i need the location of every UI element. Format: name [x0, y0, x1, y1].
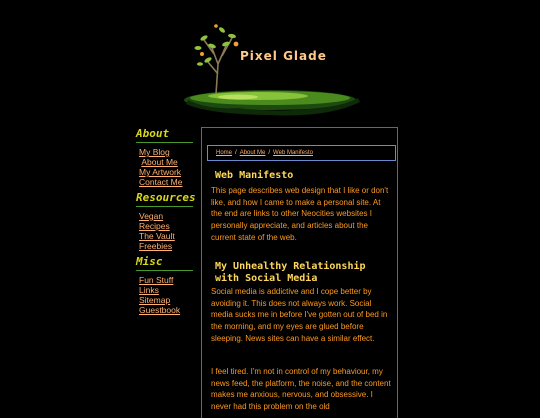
- tree-logo-icon[interactable]: [178, 18, 368, 118]
- sidebar-heading-resources: Resources: [136, 191, 193, 207]
- sidebar-item-contact-me[interactable]: Contact Me: [139, 177, 183, 187]
- sidebar-list-resources: [139, 211, 196, 251]
- sidebar-item-freebies[interactable]: Freebies: [139, 241, 173, 251]
- sidebar-group-about: [136, 127, 196, 187]
- sidebar-item-my-blog[interactable]: My Blog: [139, 147, 170, 157]
- sidebar-group-misc: [136, 255, 196, 315]
- sidebar-item-links[interactable]: Links: [139, 285, 159, 295]
- sidebar-list-about: [139, 147, 196, 187]
- section-paragraph-2: I feel tired. I'm not in control of my behaviour, my news feed, the platform, the noise, and the content makes me anxious, nervous, and obsessive. I never had this problem on the old: [211, 367, 391, 412]
- sidebar-list-misc: [139, 275, 196, 315]
- breadcrumb-home[interactable]: Home: [216, 150, 233, 156]
- breadcrumb-web-manifesto[interactable]: Web Manifesto: [273, 150, 313, 156]
- sidebar-nav: [136, 127, 196, 319]
- breadcrumb: [207, 145, 396, 161]
- site-title[interactable]: Pixel Glade: [240, 49, 327, 63]
- sidebar-item-sitemap[interactable]: Sitemap: [139, 295, 171, 305]
- sidebar-heading-misc: Misc: [136, 255, 193, 271]
- breadcrumb-about-me[interactable]: About Me: [239, 150, 266, 156]
- section-heading-social-media: My Unhealthy Relationship with Social Media: [215, 261, 366, 284]
- breadcrumb-separator: /: [268, 150, 271, 156]
- intro-paragraph: This page describes web design that I like or don't like, and how I came to make a personal site. At the end are links to other Neocities websites I personally appreciate, and articles about the current state of the web.: [211, 186, 389, 242]
- sidebar-item-my-artwork[interactable]: My Artwork: [139, 167, 182, 177]
- section-paragraph-1: Social media is addictive and I cope better by avoiding it. This does not always work. Social media sucks me in before I've gotten out of bed in the morning, and my eyes are glued before sleeping. News sites can have a similar effect.: [211, 287, 388, 343]
- sidebar-group-resources: [136, 191, 196, 251]
- sidebar-item-the-vault[interactable]: The Vault: [139, 231, 175, 241]
- main-content: [201, 127, 398, 418]
- sidebar-item-vegan-recipes[interactable]: Vegan Recipes: [139, 211, 170, 231]
- breadcrumb-separator: /: [235, 150, 237, 156]
- sidebar-item-guestbook[interactable]: Guestbook: [139, 305, 181, 315]
- sidebar-heading-about: About: [136, 127, 193, 143]
- site-header: [0, 0, 540, 120]
- sidebar-item-about-me[interactable]: About Me: [141, 157, 178, 167]
- page-title: Web Manifesto: [215, 170, 294, 181]
- sidebar-item-fun-stuff[interactable]: Fun Stuff: [139, 275, 174, 285]
